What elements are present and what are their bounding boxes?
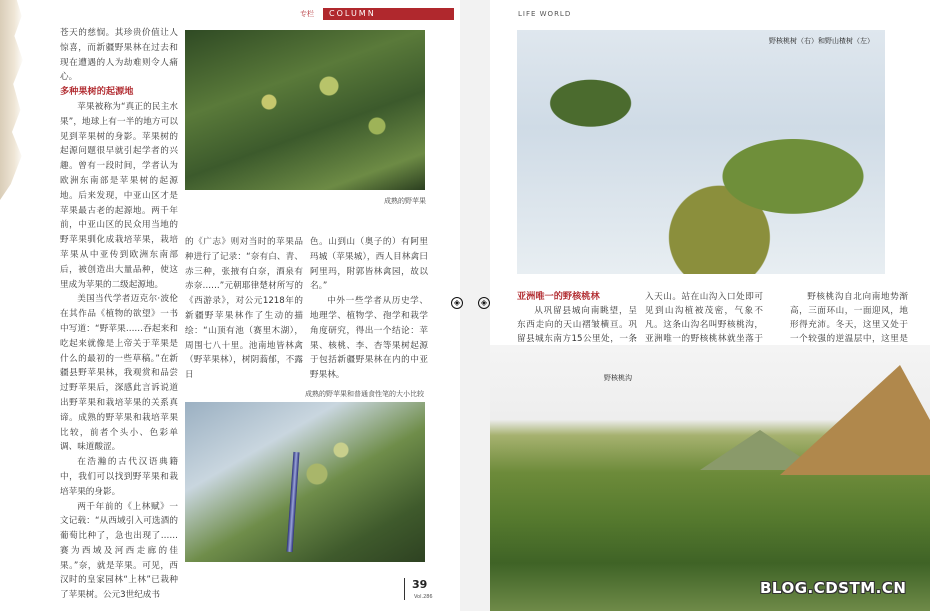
registration-mark-icon-left: ◈ <box>451 297 463 309</box>
page-number: 39 <box>412 578 428 591</box>
torn-paper-decoration <box>0 0 24 200</box>
photo-walnut-and-hawthorn-trees <box>517 30 885 274</box>
right-page <box>490 0 930 611</box>
page-number-divider <box>404 578 405 600</box>
photo-apple-with-pen <box>185 402 425 562</box>
caption-walnut-hawthorn: 野核桃树（右）和野山楂树（左） <box>769 37 874 45</box>
mid-para-2: 色。山到山（奥子的）有阿里玛城（苹果城），西人目林禽曰阿里玛，附郭皆林禽园，故以名。” <box>310 237 428 292</box>
caption-ripe-wild-apples: 成熟的野苹果 <box>384 197 426 205</box>
volume-number: Vol.286 <box>414 594 433 600</box>
mid-text-column-1 <box>185 235 303 383</box>
left-para-2: 美国当代学者迈克尔·波伦在其作品《植物的欲望》一书中写道：“野苹果……吞起来和吃起来就像是上帝关于苹果是什么的最初的一些草稿。”在新疆县野苹果林，我观赏和品尝过野苹果后，深感此言诉说道出野苹果和栽培苹果的关系真谛。成熟的野苹果和栽培苹果比较，前者个头小、色彩单调、味道酸涩。 <box>60 294 178 453</box>
section-heading-walnut: 亚洲唯一的野核桃林 <box>517 291 600 302</box>
right-para-1: 从巩留县城向南眺望，呈东西走向的天山褶皱横亘。巩留县城东南方15公里处，一条 <box>517 306 637 344</box>
column-label-cn: 专栏 <box>300 10 314 18</box>
left-para-4: 两千年前的《上林赋》一文记载：“从西域引入可选酒的葡萄比种了，急也出现了……赛为西域及河西走廊的佳果。”奈，就是苹果。可见，西汉时的皇家园林“上林”已栽种了苹果树。公元3世纪成书 <box>60 501 178 601</box>
registration-mark-icon-right: ◈ <box>478 297 490 309</box>
left-para-0: 苍天的慈悯。其珍贵价值让人惊喜，而新疆野果林在过去和现在遭遇的人为劫难则令人痛心。 <box>60 28 178 83</box>
left-text-column <box>60 26 178 603</box>
left-page <box>0 0 460 611</box>
caption-walnut-valley: 野核桃沟 <box>604 374 632 382</box>
mid-para-3: 中外一些学者从历史学、地理学、植物学、孢学和栽学角度研究，得出一个结论：苹果、核桃、李、杏等果树起源于包括新疆野果林在内的中亚野果林。 <box>310 296 428 381</box>
left-para-3: 在浩瀚的古代汉语典籍中，我们可以找到野苹果和栽培苹果的身影。 <box>60 457 178 497</box>
pen-in-photo <box>287 452 300 552</box>
rocky-ridge <box>780 365 930 475</box>
photo-walnut-valley <box>490 345 930 611</box>
mid-text-column-2 <box>310 235 428 383</box>
column-header-bar: COLUMN <box>323 8 454 20</box>
section-heading-origin: 多种果树的起源地 <box>60 86 134 98</box>
photo-ripe-wild-apples <box>185 30 425 190</box>
site-watermark: BLOG.CDSTM.CN <box>760 579 907 597</box>
mid-para-1: 的《广志》则对当时的苹果品种进行了记录：“奈有白、青、赤三种，张掖有白奈，酒泉有赤奈……”元朝耶律楚材所写的《西游录》，对公元1218年的新疆野苹果林作了生动的描绘：“山顶有池（赛里木湖），周围七八十里。池南地皆林禽（野苹果林），树阴蓊郁，不露日 <box>185 237 303 381</box>
right-para-3: 野核桃沟自北向南地势渐高，三面环山，一面迎风，地形得充沛。冬天，这里又处于一个较强的逆温层中，这里是 <box>790 292 908 344</box>
caption-apple-pen-comparison: 成熟的野苹果和普通食性笔的大小比较 <box>305 390 424 398</box>
right-para-2: 入天山。站在山沟入口处即可见到山沟植被茂密，气象不凡。这条山沟名叫野核桃沟，亚洲唯一的野核桃林就坐落于 <box>645 292 763 344</box>
left-para-1: 苹果被称为“真正的民主水果”，地球上有一半的地方可以见到苹果树的身影。苹果树的起源问题很早就引起学者的兴趣。曾有一段时间，学者认为欧洲东南部是苹果树的起源地。后来发现，中亚山区才是苹果最古老的起源地。两千年前，中亚山区的民众用当地的野苹果驯化成栽培苹果，栽培苹果从中亚传到欧洲东南部后，被创造出大量品种，使这里成为苹果的二级起源地。 <box>60 101 178 290</box>
life-world-header: LIFE WORLD <box>518 10 572 18</box>
